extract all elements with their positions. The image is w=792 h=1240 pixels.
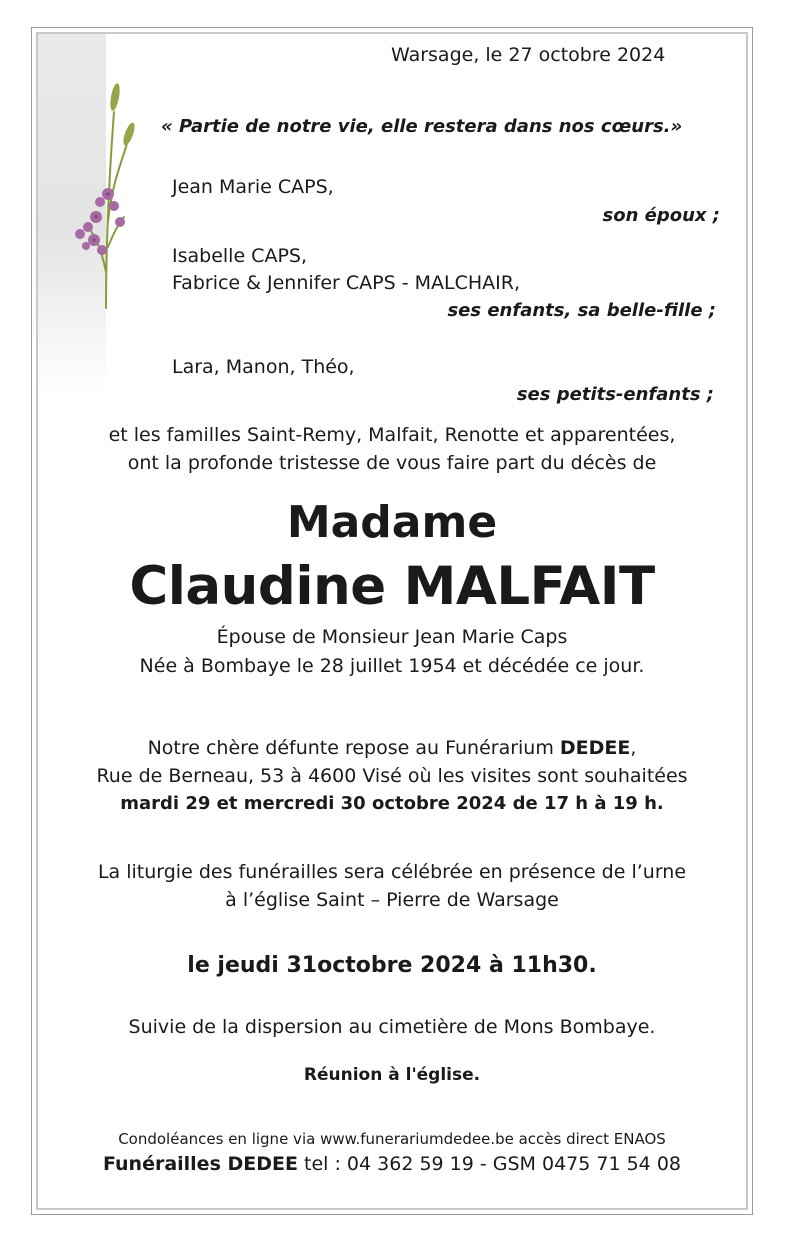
visitation-prefix: Notre chère défunte repose au Funérarium <box>147 737 560 759</box>
spouse-role: son époux ; <box>602 205 720 226</box>
children-role: ses enfants, sa belle-fille ; <box>447 300 716 321</box>
child-2: Fabrice & Jennifer CAPS - MALCHAIR, <box>172 272 520 294</box>
wildflower-sprig-icon <box>62 72 142 322</box>
deceased-title: Madame <box>286 497 498 548</box>
phone-numbers: tel : 04 362 59 19 - GSM 0475 71 54 08 <box>297 1153 681 1175</box>
families-line-2: ont la profonde tristesse de vous faire part du décès de <box>127 452 657 474</box>
condolences-line: Condoléances en ligne via www.funerariumdedee.be accès direct ENAOS <box>118 1130 666 1148</box>
spouse-line: Épouse de Monsieur Jean Marie Caps <box>216 626 568 648</box>
deceased-name: Claudine MALFAIT <box>129 556 655 617</box>
visitation-comma: , <box>630 737 637 759</box>
visitation-dates: mardi 29 et mercredi 30 octobre 2024 de 17 h à 19 h. <box>120 793 664 814</box>
memorial-quote: « Partie de notre vie, elle restera dans nos cœurs.» <box>161 116 683 137</box>
liturgy-line-2: à l’église Saint – Pierre de Warsage <box>225 889 559 911</box>
spouse-name: Jean Marie CAPS, <box>172 176 334 198</box>
visitation-line-2: Rue de Berneau, 53 à 4600 Visé où les visites sont souhaitées <box>96 765 688 787</box>
families-line-1: et les familles Saint-Remy, Malfait, Renotte et apparentées, <box>108 424 676 446</box>
burial-line: Suivie de la dispersion au cimetière de Mons Bombaye. <box>128 1016 656 1038</box>
funeral-home-name: Funérailles DEDEE <box>102 1153 298 1175</box>
birth-line: Née à Bombaye le 28 juillet 1954 et décédée ce jour. <box>139 655 645 677</box>
visitation-line-1 <box>36 737 748 759</box>
reunion-line: Réunion à l'église. <box>303 1065 481 1085</box>
liturgy-line-1: La liturgie des funérailles sera célébrée en présence de l’urne <box>97 861 687 883</box>
contact-line <box>36 1153 748 1175</box>
funerarium-name: DEDEE <box>559 737 631 759</box>
funeral-date: le jeudi 31octobre 2024 à 11h30. <box>187 953 597 978</box>
grandchildren-role: ses petits-enfants ; <box>516 384 714 405</box>
place-date: Warsage, le 27 octobre 2024 <box>391 44 666 66</box>
grandchildren: Lara, Manon, Théo, <box>172 356 355 378</box>
child-1: Isabelle CAPS, <box>172 245 308 267</box>
